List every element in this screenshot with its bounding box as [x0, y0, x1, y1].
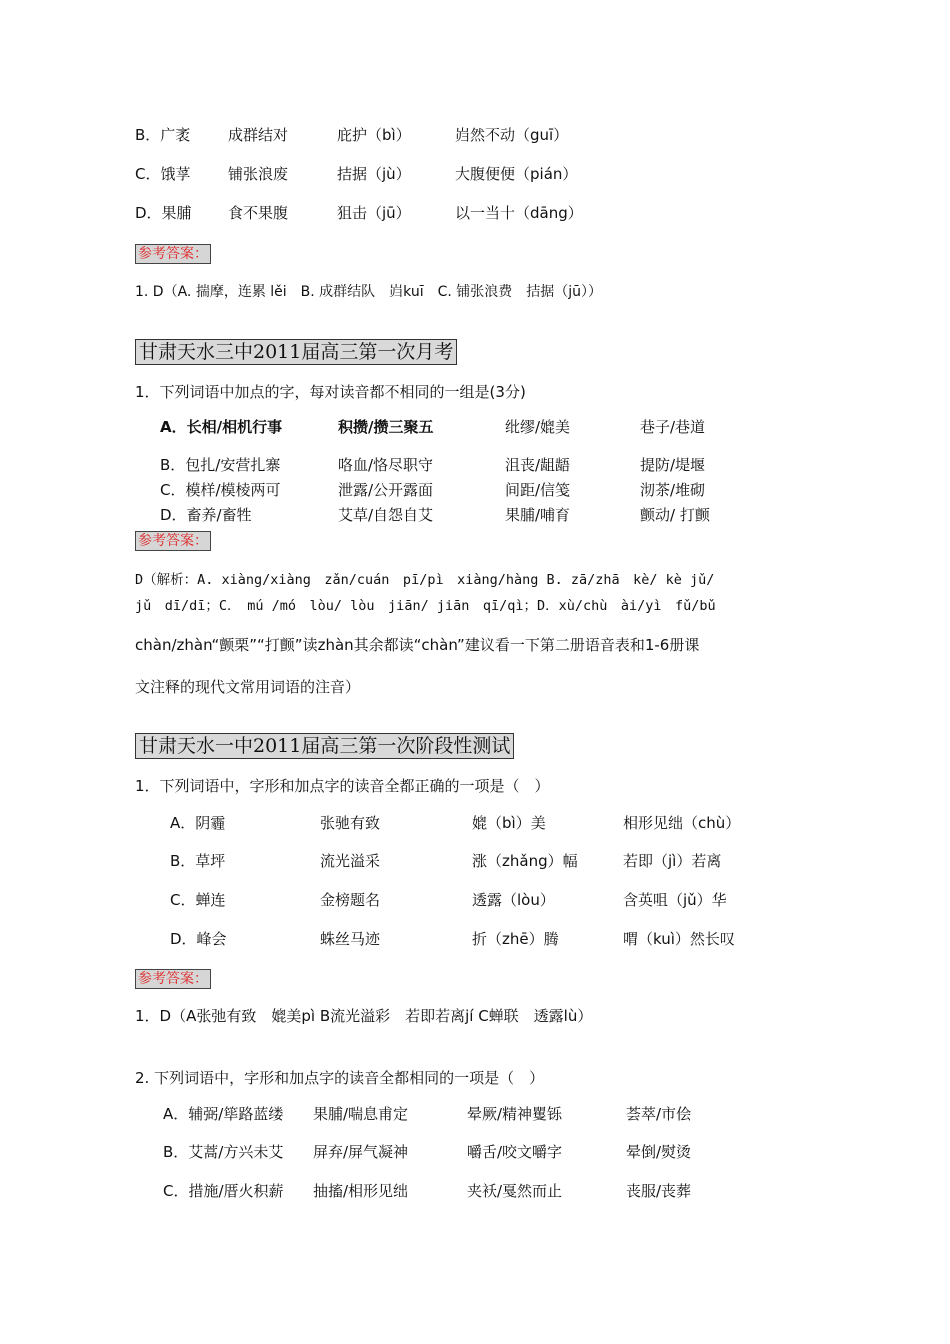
answer-label-2: 参考答案：: [135, 531, 211, 551]
sec1-row-d-col1: D．畜养/畜牲: [160, 506, 252, 524]
sec2-q2-row-c-col4: 丧服/丧葬: [626, 1182, 692, 1200]
sec2-q2-row-a-col3: 晕厥/精神矍铄: [467, 1105, 563, 1123]
sec2-q2-row-b-col3: 嚼舌/咬文嚼字: [467, 1143, 563, 1161]
sec2-q1-row-b-col4: 若即（jì）若离: [623, 852, 722, 870]
sec1-row-a-col4: 巷子/巷道: [640, 418, 706, 436]
sec1-answer-line-2: jǔ dī/dī；C． mú /mó lòu/ lòu jiān/ jiān qī/qì；D．xù/chù ài/yì fǔ/bǔ: [135, 598, 716, 614]
sec2-q2-row-c-col3: 夹袄/戛然而止: [467, 1182, 563, 1200]
sec2-q1-row-b-col2: 流光溢采: [320, 852, 381, 870]
prev-row-c-col3: 拮据（jù）: [337, 165, 411, 183]
sec2-q1-row-d-col4: 喟（kuì）然长叹: [623, 930, 735, 948]
section-heading-tianshui-3: 甘肃天水三中2011届高三第一次月考: [135, 339, 457, 365]
section-heading-tianshui-1: 甘肃天水一中2011届高三第一次阶段性测试: [135, 733, 514, 759]
sec1-row-b-col1: B．包扎/安营扎寨: [160, 456, 281, 474]
sec1-row-a-col3: 纰缪/媲美: [505, 418, 571, 436]
prev-row-d-col1: D．果脯: [135, 204, 192, 222]
sec1-row-c-col1: C．模样/模棱两可: [160, 481, 281, 499]
sec1-row-d-col2: 艾草/自怨自艾: [338, 506, 434, 524]
prev-row-d-col2: 食不果腹: [228, 204, 289, 222]
sec2-q1-row-a-col4: 相形见绌（chù）: [623, 814, 741, 832]
sec1-row-c-col2: 泄露/公开露面: [338, 481, 434, 499]
sec2-q2-row-b-col2: 屏弃/屏气凝神: [313, 1143, 409, 1161]
sec2-q2-row-c-col1: C．措施/厝火积薪: [163, 1182, 284, 1200]
sec2-q1-row-a-col2: 张驰有致: [320, 814, 381, 832]
sec1-row-c-col3: 间距/信笺: [505, 481, 571, 499]
sec2-q1-row-c-col2: 金榜题名: [320, 891, 381, 909]
sec1-row-c-col4: 沏茶/堆砌: [640, 481, 706, 499]
sec2-q1-row-b-col3: 涨（zhǎng）幅: [472, 852, 578, 870]
prev-row-b-col2: 成群结对: [228, 126, 289, 144]
sec2-q2-row-a-col1: A．辅弼/筚路蓝缕: [163, 1105, 284, 1123]
prev-row-b-col3: 庇护（bì）: [337, 126, 411, 144]
sec2-question-2: 2. 下列词语中，字形和加点字的读音全都相同的一项是（ ）: [135, 1069, 545, 1087]
prev-row-c-col4: 大腹便便（pián）: [455, 165, 578, 183]
sec2-answer-1: 1．D（A张弛有致 媲美pì B流光溢彩 若即若离jí C蝉联 透露lù）: [135, 1007, 593, 1025]
sec1-answer-line-1: D（解析：A. xiàng/xiàng zǎn/cuán pī/pì xiàng/hàng B. zā/zhā kè/ kè jǔ/: [135, 572, 715, 588]
sec1-answer-line-4: 文注释的现代文常用词语的注音）: [135, 678, 361, 696]
sec2-q1-row-d-col2: 蛛丝马迹: [320, 930, 381, 948]
sec2-q2-row-a-col4: 荟萃/市侩: [626, 1105, 692, 1123]
sec1-row-a-col1: A．长相/相机行事: [160, 418, 283, 436]
prev-row-d-col4: 以一当十（dāng）: [455, 204, 583, 222]
prev-row-c-col1: C．饿莩: [135, 165, 191, 183]
sec1-row-a-col2: 积攒/攒三聚五: [338, 418, 434, 436]
sec2-q2-row-b-col4: 晕倒/熨烫: [626, 1143, 692, 1161]
sec2-q1-row-a-col1: A．阴霾: [170, 814, 226, 832]
answer-label-3: 参考答案：: [135, 969, 211, 989]
sec2-q1-row-b-col1: B．草坪: [170, 852, 226, 870]
sec1-answer-line-3: chàn/zhàn“颤栗”“打颤”读zhàn其余都读“chàn”建议看一下第二册语音表和1-6册课: [135, 636, 700, 654]
sec2-q2-row-b-col1: B．艾蒿/方兴未艾: [163, 1143, 284, 1161]
prev-row-b-col4: 岿然不动（guī）: [455, 126, 569, 144]
sec2-q1-row-d-col3: 折（zhē）腾: [472, 930, 559, 948]
answer-label-1: 参考答案：: [135, 244, 211, 264]
sec2-q1-row-d-col1: D．峰会: [170, 930, 227, 948]
sec1-row-b-col2: 咯血/恪尽职守: [338, 456, 434, 474]
sec1-row-b-col3: 沮丧/龃龉: [505, 456, 571, 474]
sec2-q1-row-c-col4: 含英咀（jǔ）华: [623, 891, 727, 909]
sec1-row-b-col4: 提防/堤堰: [640, 456, 706, 474]
prev-row-c-col2: 铺张浪废: [228, 165, 289, 183]
sec1-row-d-col3: 果脯/哺育: [505, 506, 571, 524]
prev-answer: 1. D（A. 揣摩，连累 lěi B. 成群结队 岿kuī C. 铺张浪费 拮据（jū））: [135, 284, 603, 300]
sec2-q1-row-c-col3: 透露（lòu）: [472, 891, 555, 909]
sec2-q2-row-a-col2: 果脯/喘息甫定: [313, 1105, 409, 1123]
sec2-question-1: 1．下列词语中，字形和加点字的读音全都正确的一项是（ ）: [135, 777, 550, 795]
sec2-q1-row-c-col1: C．蝉连: [170, 891, 226, 909]
sec1-row-d-col4: 颤动/ 打颤: [640, 506, 710, 524]
prev-row-d-col3: 狙击（jū）: [337, 204, 411, 222]
prev-row-b-col1: B．广袤: [135, 126, 191, 144]
sec2-q1-row-a-col3: 媲（bì）美: [472, 814, 546, 832]
sec2-q2-row-c-col2: 抽搐/相形见绌: [313, 1182, 409, 1200]
sec1-question: 1．下列词语中加点的字，每对读音都不相同的一组是(3分): [135, 383, 526, 401]
